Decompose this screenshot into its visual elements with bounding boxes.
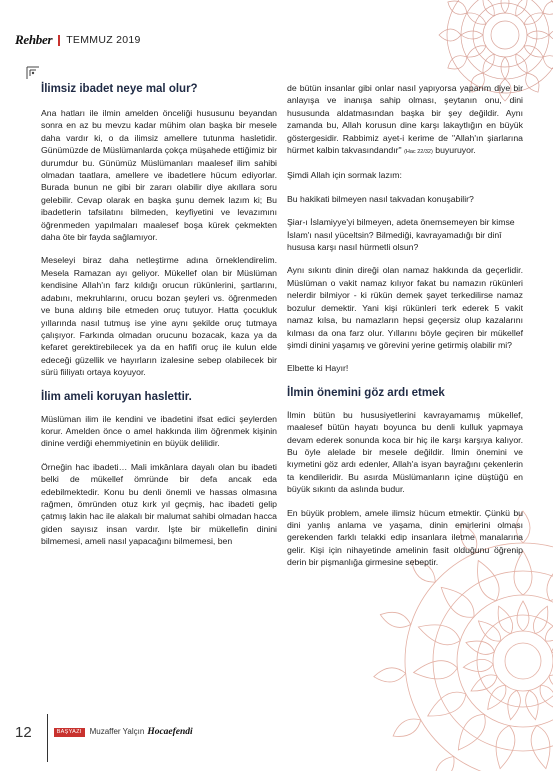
paragraph: Şiar-ı İslamiyye'yi bilmeyen, adeta önemsemeyen bir kimse İslam'ı nasıl yüceltsin? Bilmediği, kavrayamadığı bir dinî hususa karşı nasıl hürmetli olsun? <box>287 217 515 253</box>
paragraph: Meseleyi biraz daha netleştirme adına örneklendirelim. Mesela Ramazan ayı geliyor. Mükellef olan bir Müslüman kendisine Allah'ın farz kıldığı orucun rükünlerini, şartlarını, adabını, mekruhlarını, orucu bozan şeyleri vs. öğrenmeden ve buna aldırış bile etmeden oruç tutuyor. Hatta çocukluk yıllarında nasıl tutmuş ise yine aynı şekilde oruç tutmaya çalışıyor. Farkında olmadan orucunu bozacak, kaza ya da kefaret gerektirebilecek ya da en hafifi oruç ile kulun elde edeceği güzellik ve hayırların izalesine sebep olabilecek bir sürü fiiliyatı ortaya koyuyor. <box>41 255 277 378</box>
paragraph: Aynı sıkıntı dinin direği olan namaz hakkında da geçerlidir. Müslüman o vakit namaz kılıyor fakat bu namazın rükünleri nelerdir bilmiyor - ki rükün demek şayet terkedilirse namaz bozulur demektir. Yani kişi rükünleri terk ederek 5 vakit namaz kılsa, bu namazların hepsi geçersiz olup kazalarını kılması da ona farz olur. Yıllarını böyle geçiren bir mükellef şimdi dinini yaşamış ve görevini yerine getirmiş olabilir mi? <box>287 265 523 350</box>
paragraph: Elbette ki Hayır! <box>287 363 349 374</box>
author-credit: Muzaffer Yalçın Hocaefendi <box>89 727 193 737</box>
article-column-right <box>287 82 523 580</box>
section-heading: İlim ameli koruyan haslettir. <box>41 390 192 403</box>
verse-reference: (Hac 22/32) <box>404 149 433 156</box>
paragraph: En büyük problem, amele ilimsiz hücum etmektir. Çünkü bu dini yanlış anlama ve yaşama, dinin emirlerini olması gerekenden farklı telakki edip insanlara iletme manalarına gelir. Kişi için nihayetinde amelinin fasit olduğunu öğrenip derin bir pişmanlığa girmesine sebeptir. <box>287 507 523 568</box>
corner-ornament-icon <box>26 66 40 80</box>
paragraph: Şimdi Allah için sormak lazım: <box>287 170 402 181</box>
section-heading: İlimsiz ibadet neye mal olur? <box>41 83 198 95</box>
header-separator <box>58 35 60 46</box>
section-heading: İlmin önemini göz ardı etmek <box>287 386 445 399</box>
section-badge: BAŞYAZI <box>54 728 85 737</box>
article-column-left <box>41 82 277 559</box>
paragraph: de bütün insanlar gibi onlar nasıl yapıyorsa yaparım diye bir anlayışa ve inanışa sahip olması, şeytanın onu, dini hususunda aldatmasından başka bir şey değildir. Aynı zamanda bu, Allah korusun dine karşı lakaytlığın en büyük göstergesidir. Rabbimiz ayet-i kerime de "Allah'ın şiarlarına hürmet kalbin takvasındandır" (Hac 22/32) buyuruyor. <box>287 83 523 156</box>
issue-date: TEMMUZ 2019 <box>66 34 141 46</box>
paragraph: Bu hakikati bilmeyen nasıl takvadan konuşabilir? <box>287 193 474 204</box>
page-header <box>15 33 141 47</box>
magazine-logo: Rehber <box>15 32 53 47</box>
footer-divider <box>47 714 48 762</box>
page-number: 12 <box>15 723 32 741</box>
paragraph: Ana hatları ile ilmin amelden önceliği hususunu beyandan sonra en az bu mevzu kadar mühim olan başka bir mesele daha vardır ki, o da ilimsiz amellere tutunma hasletidir. Günümüzde de Müslümanlarda çokça müşahede ettiğimiz bir durumdur bu. Günümüz Müslümanları maalesef ilim sahibi olmadan taatlara, amellere ve ibadetlere hücum ediyorlar. Burada bunun ne gibi bir zararı olabilir diye akıllara soru gelebilir. Cevap olarak en başka şunu demek lazım ki; Bu ibadetlerin tafsilatını bilmeden, keyfiyetini ve levazımını öğrenmeden yapılmaları maalesef boşa kürek çekmekten daha öte bir fayda sağlamıyor. <box>41 108 277 243</box>
author-title: Hocaefendi <box>147 727 193 737</box>
page-footer <box>15 722 193 742</box>
paragraph: İlmin bütün bu hususiyetlerini kavrayamamış mükellef, maalesef bütün hayatı boyunca bu denli kulluk yapmaya devam ederek sonunda koca bir hiç ile karşı karşıya kalıyor. Bu öyle alelade bir mesele değildir. İlmin önemini ve kıymetini göz ardı edenler, Allah'a isyan bayrağını çekenlerin ta kendileridir. Bu asırda Müslümanların içine düştüğü en büyük sıkıntı da aslında budur. <box>287 409 523 495</box>
paragraph: Müslüman ilim ile kendini ve ibadetini ifsat edici şeylerden korur. Amelden önce o amel hakkında ilim öğrenmek kişinin dinine verdiği ehemmiyetinin en büyük delilidir. <box>41 413 277 449</box>
paragraph: Örneğin hac ibadeti… Mali imkânlara dayalı olan bu ibadeti belki de mükellef ömründe bir defa ancak eda edebilmektedir. Konu bu denli önemli ve hassas olmasına rağmen, ömründen otuz kırk yıl geçmiş, hac ibadeti gelip çatmış lakin hac ile alakalı bir malumat sahibi olmadan hacca giden sayısız insan vardır. İşte bir mükellefin dinini bilmemesi, ameli nasıl yapacağını bilmemesi, ben <box>41 461 277 547</box>
